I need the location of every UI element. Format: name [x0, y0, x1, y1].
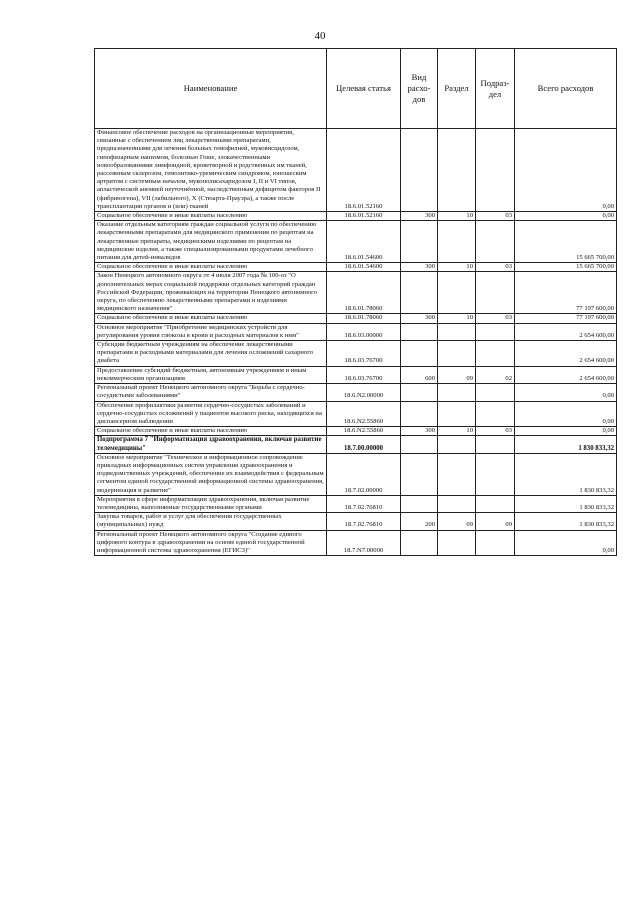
row-name: Основное мероприятие "Техническое и информационное сопровождение прикладных информационных систем управления здравоохранения и подведомственных учреждений, обеспечение их взаимодействия с федеральным сегментом единой государственной информационной системы здравоохранения, модернизация и развитие" [95, 453, 327, 495]
row-expense-type: 200 [401, 513, 438, 530]
table-row [95, 453, 617, 495]
table-row [95, 384, 617, 401]
row-subsection [476, 530, 515, 556]
row-total: 1 830 833,32 [515, 453, 617, 495]
row-total: 0,00 [515, 530, 617, 556]
row-expense-type [401, 272, 438, 314]
row-section [438, 323, 476, 340]
row-name: Закон Ненецкого автономного округа от 4 июля 2007 года № 100-оз "О дополнительных мерах социальной поддержки отдельных категорий граждан Российской Федерации, проживающих на территории Ненецкого автономного округа, по обеспечению лекарственными препаратами и изделиями медицинского назначения" [95, 272, 327, 314]
row-name: Социальное обеспечение и иные выплаты населению [95, 263, 327, 272]
row-subsection [476, 129, 515, 212]
row-target-code: 18.6.01.52160 [327, 212, 401, 221]
table-row [95, 401, 617, 427]
row-target-code: 18.6.01.54600 [327, 263, 401, 272]
row-name: Обеспечение профилактики развития сердечно-сосудистых заболеваний и сердечно-сосудистых осложнений у пациентов высокого риска, находящихся на диспансерном наблюдении [95, 401, 327, 427]
row-expense-type: 300 [401, 314, 438, 323]
row-total: 2 654 600,00 [515, 341, 617, 367]
row-expense-type: 300 [401, 427, 438, 436]
row-total: 0,00 [515, 129, 617, 212]
table-row [95, 341, 617, 367]
row-section: 09 [438, 513, 476, 530]
row-expense-type [401, 453, 438, 495]
row-total: 15 665 700,00 [515, 263, 617, 272]
row-subsection: 03 [476, 427, 515, 436]
table-row [95, 314, 617, 323]
row-total: 0,00 [515, 427, 617, 436]
row-target-code: 18.6.01.54600 [327, 221, 401, 263]
row-target-code: 18.6.01.78060 [327, 314, 401, 323]
row-expense-type [401, 341, 438, 367]
row-total: 0,00 [515, 212, 617, 221]
row-total: 2 654 600,00 [515, 366, 617, 383]
table-row [95, 495, 617, 512]
table-header-row [95, 49, 617, 129]
row-subsection [476, 341, 515, 367]
row-subsection [476, 323, 515, 340]
row-expense-type [401, 221, 438, 263]
row-target-code: 18.6.01.52160 [327, 129, 401, 212]
row-expense-type [401, 495, 438, 512]
header-vid: Вид расхо- дов [401, 49, 438, 129]
table-row [95, 323, 617, 340]
table-row [95, 436, 617, 453]
row-total: 77 197 600,00 [515, 314, 617, 323]
row-expense-type [401, 436, 438, 453]
row-expense-type [401, 401, 438, 427]
row-expense-type [401, 323, 438, 340]
table-row [95, 366, 617, 383]
row-subsection [476, 436, 515, 453]
row-expense-type [401, 384, 438, 401]
row-subsection: 03 [476, 263, 515, 272]
row-target-code: 18.6.03.76700 [327, 366, 401, 383]
row-total: 1 830 833,32 [515, 495, 617, 512]
row-name: Финансовое обеспечение расходов на организационные мероприятия, связанные с обеспечением лиц лекарственными препаратами, предназначенными для лечения больных гемофилией, муковисцидозом, гипофизарным нанизмом, болезнью Гоше, злокачественными новообразованиями лимфоидной, кроветворной и родственных им тканей, рассеянным склерозом, гемолитико-уремическим синдромом, юношеским артритом с системным началом, мукополисахаридозом I, II и VI типов, апластической анемией неуточнённой, наследственным дефицитом факторов II (фибриногена), VII (лабильного), X (Стюарта-Прауэра), а также после трансплантации органов и (или) тканей [95, 129, 327, 212]
row-section [438, 341, 476, 367]
row-section: 10 [438, 314, 476, 323]
row-section [438, 436, 476, 453]
row-name: Мероприятия в сфере информатизации здравоохранения, включая развитие телемедицины, выполняемые государственными органами [95, 495, 327, 512]
row-expense-type: 300 [401, 212, 438, 221]
row-subsection: 02 [476, 366, 515, 383]
row-section: 09 [438, 366, 476, 383]
row-total: 1 830 833,32 [515, 436, 617, 453]
page-number: 40 [314, 30, 326, 42]
row-target-code: 18.7.N7.00000 [327, 530, 401, 556]
row-expense-type [401, 129, 438, 212]
row-subsection [476, 495, 515, 512]
row-target-code: 18.6.03.00000 [327, 323, 401, 340]
row-section [438, 401, 476, 427]
row-name: Предоставление субсидий бюджетным, автономным учреждениям и иным некоммерческим организациям [95, 366, 327, 383]
header-total: Всего расходов [515, 49, 617, 129]
row-subsection [476, 401, 515, 427]
row-expense-type: 600 [401, 366, 438, 383]
row-subsection [476, 384, 515, 401]
row-name: Региональный проект Ненецкого автономного округа "Создание единого цифрового контура в здравоохранении на основе единой государственной информационной системы здравоохранения (ЕГИСЗ)" [95, 530, 327, 556]
row-subsection: 09 [476, 513, 515, 530]
row-name: Социальное обеспечение и иные выплаты населению [95, 314, 327, 323]
row-section [438, 221, 476, 263]
row-total: 15 665 700,00 [515, 221, 617, 263]
row-name: Основное мероприятие "Приобретение медицинских устройств для регулирования уровня глюкозы в крови и расходных материалов к ним" [95, 323, 327, 340]
row-name: Региональный проект Ненецкого автономного округа "Борьба с сердечно-сосудистыми заболеваниями" [95, 384, 327, 401]
row-total: 2 654 600,00 [515, 323, 617, 340]
row-name: Закупка товаров, работ и услуг для обеспечения государственных (муниципальных) нужд [95, 513, 327, 530]
row-section [438, 129, 476, 212]
row-section [438, 530, 476, 556]
table-row [95, 212, 617, 221]
row-name: Оказание отдельным категориям граждан социальной услуги по обеспечению лекарственными препаратами для медицинского применения по рецептам на лекарственные препараты, медицинскими изделиями по рецептам на медицинские изделия, а также специализированными продуктами лечебного питания для детей-инвалидов [95, 221, 327, 263]
row-name: Социальное обеспечение и иные выплаты населению [95, 212, 327, 221]
table-row [95, 530, 617, 556]
table-row [95, 513, 617, 530]
table-row [95, 427, 617, 436]
row-name: Субсидии бюджетным учреждениям на обеспечение лекарственными препаратами и расходными материалами для лечения осложнений сахарного диабета [95, 341, 327, 367]
row-total: 77 197 600,00 [515, 272, 617, 314]
row-target-code: 18.7.02.00000 [327, 453, 401, 495]
row-total: 0,00 [515, 384, 617, 401]
table-row [95, 263, 617, 272]
row-section [438, 453, 476, 495]
row-target-code: 18.7.02.76810 [327, 513, 401, 530]
header-name: Наименование [95, 49, 327, 129]
row-subsection [476, 453, 515, 495]
row-subsection [476, 272, 515, 314]
row-section [438, 272, 476, 314]
row-target-code: 18.7.00.00000 [327, 436, 401, 453]
row-section [438, 495, 476, 512]
row-subsection: 03 [476, 314, 515, 323]
row-target-code: 18.6.N2.00000 [327, 384, 401, 401]
row-target-code: 18.6.N2.55860 [327, 427, 401, 436]
header-section: Раздел [438, 49, 476, 129]
row-target-code: 18.6.01.78060 [327, 272, 401, 314]
row-expense-type: 300 [401, 263, 438, 272]
table-row [95, 129, 617, 212]
row-section: 10 [438, 212, 476, 221]
row-total: 1 830 833,32 [515, 513, 617, 530]
row-target-code: 18.6.03.76700 [327, 341, 401, 367]
row-subsection: 03 [476, 212, 515, 221]
row-section [438, 384, 476, 401]
row-total: 0,00 [515, 401, 617, 427]
row-name: Подпрограмма 7 "Информатизация здравоохранения, включая развитие телемедицины" [95, 436, 327, 453]
row-section: 10 [438, 427, 476, 436]
header-subsection: Подраз- дел [476, 49, 515, 129]
budget-table [94, 48, 617, 556]
row-name: Социальное обеспечение и иные выплаты населению [95, 427, 327, 436]
row-section: 10 [438, 263, 476, 272]
table-row [95, 221, 617, 263]
row-target-code: 18.6.N2.55860 [327, 401, 401, 427]
row-expense-type [401, 530, 438, 556]
header-target: Целевая статья [327, 49, 401, 129]
table-row [95, 272, 617, 314]
row-target-code: 18.7.02.76810 [327, 495, 401, 512]
row-subsection [476, 221, 515, 263]
